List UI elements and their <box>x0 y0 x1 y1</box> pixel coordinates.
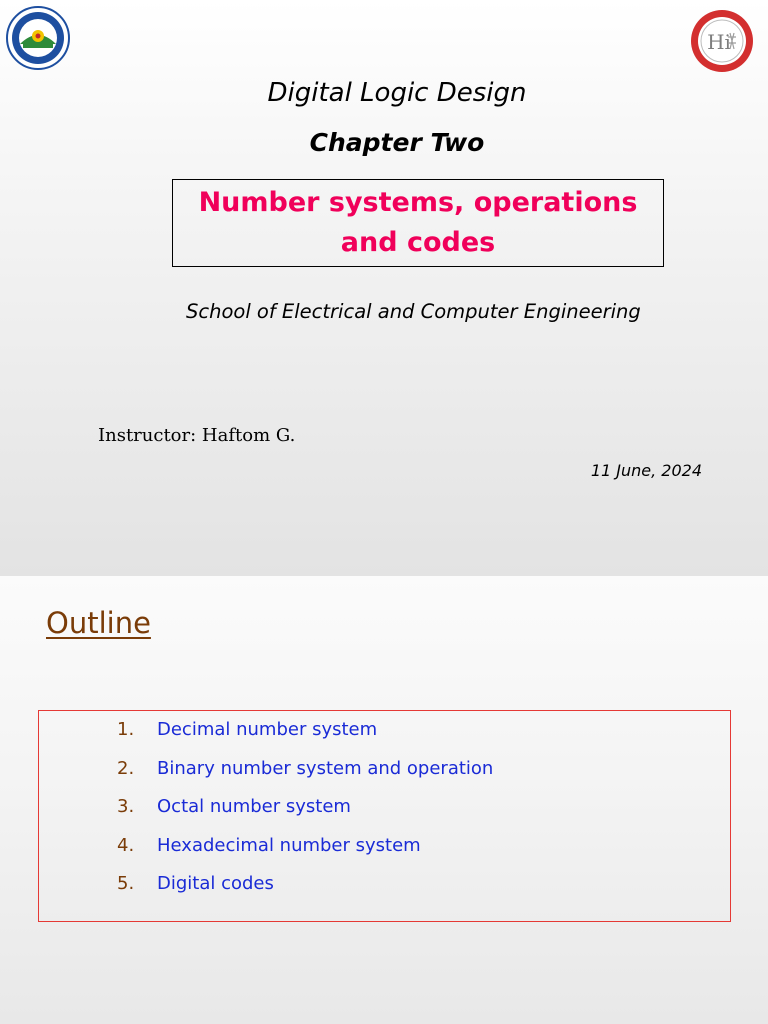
topic-title: Number systems, operations and codes <box>198 187 638 258</box>
list-item-label: Decimal number system <box>157 719 378 740</box>
course-title: Digital Logic Design <box>267 78 527 108</box>
list-item-number: 1. <box>117 719 135 740</box>
svg-text:Hi: Hi <box>707 30 731 54</box>
list-item-label: Binary number system and operation <box>157 757 494 779</box>
hit-emblem-icon <box>690 9 754 73</box>
list-item-number: 4. <box>117 834 135 856</box>
school-name: School of Electrical and Computer Engineering <box>186 300 641 323</box>
outline-box <box>38 710 731 922</box>
list-item-label: Digital codes <box>157 873 274 894</box>
presentation-date: 11 June, 2024 <box>590 461 702 480</box>
list-item-label: Octal number system <box>157 796 351 817</box>
list-item-number: 5. <box>117 873 135 894</box>
list-item-label: Hexadecimal number system <box>157 834 421 856</box>
topic-box <box>172 179 664 267</box>
university-seal-icon <box>6 6 70 70</box>
outline-slide <box>0 576 768 1024</box>
instructor-name: Instructor: Haftom G. <box>98 425 296 446</box>
list-item-number: 3. <box>117 796 135 817</box>
list-item-number: 2. <box>117 757 135 779</box>
outline-title: Outline <box>46 606 151 640</box>
chapter-title: Chapter Two <box>309 128 485 157</box>
